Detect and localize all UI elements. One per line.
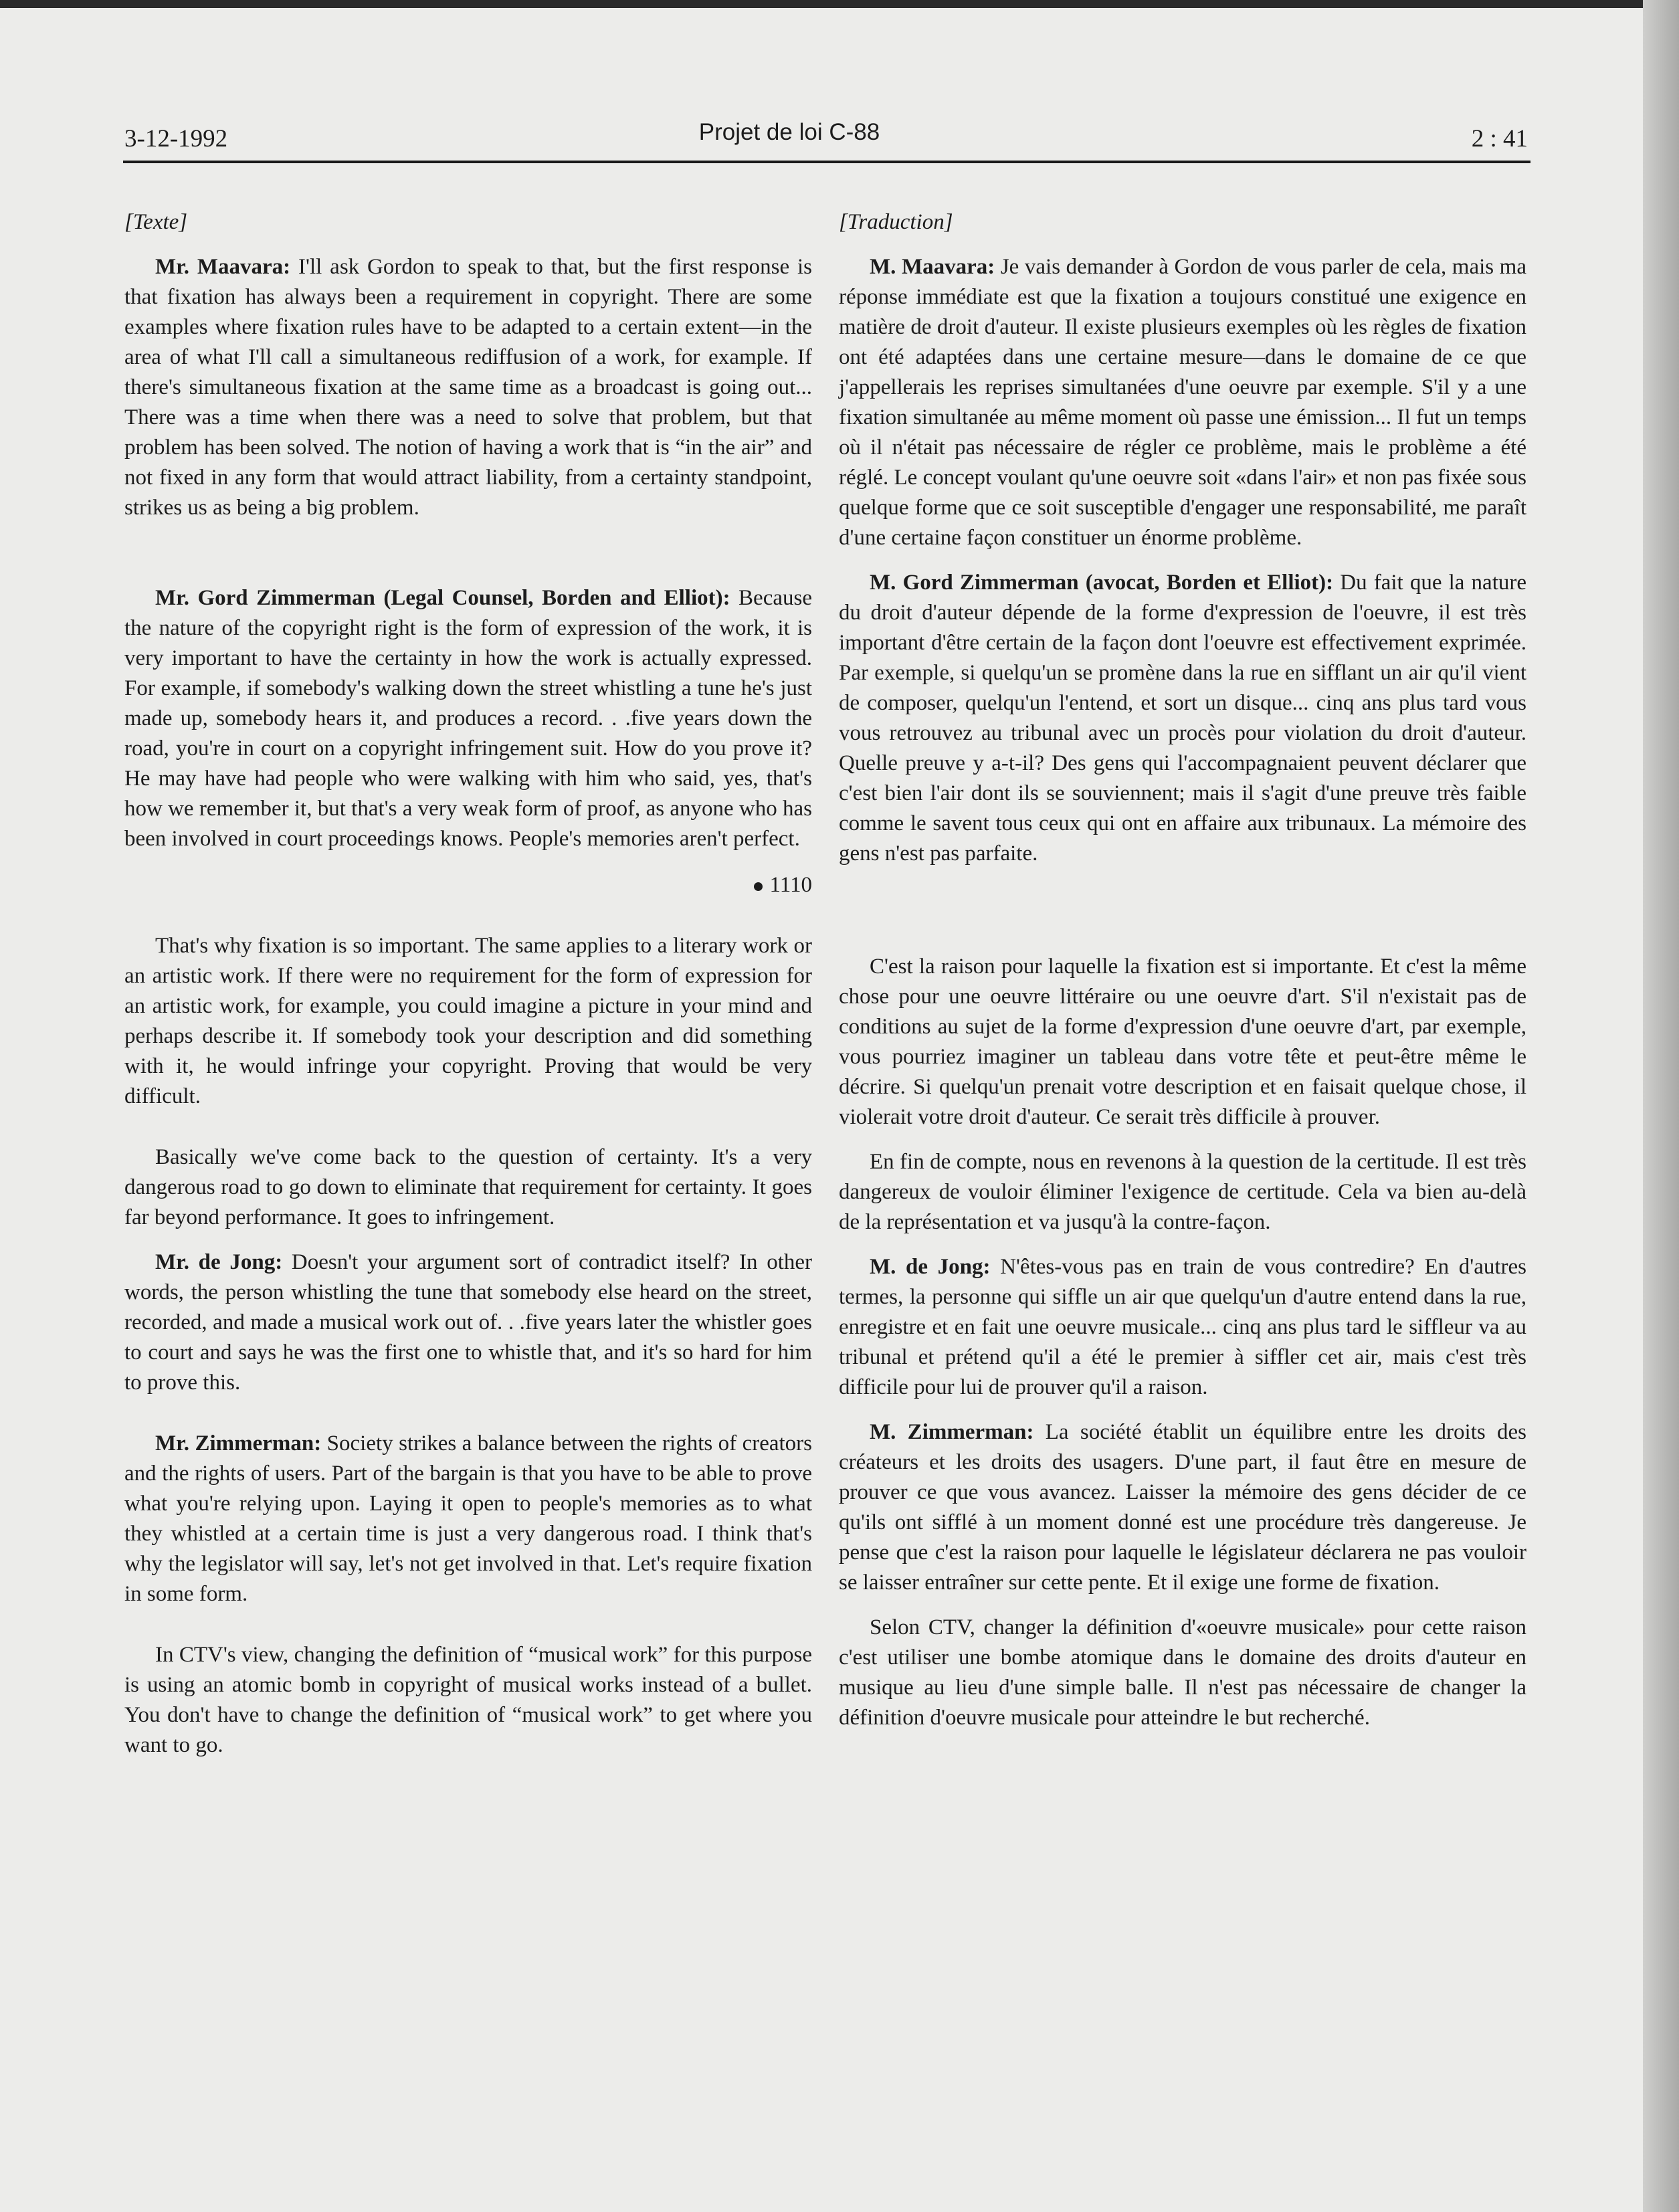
header-rule (123, 161, 1530, 163)
paragraph: That's why fixation is so important. The same applies to a literary work or an artistic work. If there were no requirement for the form of expression for an artistic work, for example, you could imagine a picture in your mind and perhaps describe it. If somebody took your description and did something with it, he would infringe your copyright. Proving that would be very difficult. (124, 934, 812, 1108)
paragraph (839, 1252, 1526, 1403)
english-column (124, 207, 812, 1775)
header-date: 3-12-1992 (124, 125, 228, 153)
header-title: Projet de loi C-88 (698, 119, 880, 145)
column-label: [Texte] (124, 210, 188, 234)
french-column (839, 207, 1526, 1748)
paragraph: C'est la raison pour laquelle la fixation est si importante. Et c'est la même chose pour une oeuvre littéraire ou une oeuvre d'art. S'il n'existait pas de conditions au sujet de la forme d'expression d'une oeuvre d'art, par exemple, vous pourriez imaginer un tableau dans votre tête et peut-être même le décrire. Si quelqu'un prenait votre description et en faisait quelque chose, il violerait votre droit d'auteur. Ce serait très difficile à prouver. (839, 954, 1526, 1129)
speaker-name: M. de Jong: (870, 1255, 991, 1279)
paragraph: En fin de compte, nous en revenons à la question de la certitude. Il est très dangereux de vouloir éliminer l'exigence de certitude. Cela va bien au-delà de la représentation et va jusqu'à la contre-façon. (839, 1150, 1526, 1234)
paragraph (839, 252, 1526, 553)
paragraph (124, 252, 812, 523)
paragraph-text: La société établit un équilibre entre les droits des créateurs et les droits des usagers. D'une part, il faut être en mesure de prouver ce que vous avancez. Laisser la mémoire des gens décider de ce qu'ils ont sifflé à un moment donné est une procédure très dangereuse. Je pense que c'est la raison pour laquelle le législateur déclarera ne pas vouloir se laisser entraîner sur cette pente. Et il exige une forme de fixation. (839, 1420, 1527, 1595)
paragraph (839, 568, 1526, 869)
paragraph-text: Because the nature of the copyright right is the form of expression of the work, it is very important to have the certainty in how the work is actually expressed. For example, if somebody's walking down the street whistling a tune he's just made up, somebody hears it, and produces a record. . .five years down the road, you're in court on a copyright infringement suit. How do you prove it? He may have had people who were walking with him who said, yes, that's how we remember it, but that's a very weak form of proof, as anyone who has been involved in court proceedings knows. People's memories aren't perfect. (124, 586, 812, 851)
paragraph: Basically we've come back to the question of certainty. It's a very dangerous road to go down to eliminate that requirement for certainty. It goes far beyond performance. It goes to infringement. (124, 1145, 812, 1229)
document-page (0, 8, 1643, 2212)
bullet-icon (754, 882, 763, 891)
paragraph-text: Doesn't your argument sort of contradict itself? In other words, the person whistling the tune that somebody else heard on the street, recorded, and made a musical work out of. . .five years later the whistler goes to court and says he was the first one to whistle that, and it's so hard for him to prove this. (124, 1250, 813, 1395)
speaker-name: Mr. Zimmerman: (155, 1431, 322, 1455)
paragraph (124, 583, 812, 854)
speaker-name: Mr. de Jong: (155, 1250, 283, 1274)
scan-top-edge (0, 0, 1679, 8)
paragraph: Selon CTV, changer la définition d'«oeuvre musicale» pour cette raison c'est utiliser une bombe atomique dans le domaine des droits d'auteur en musique au lieu d'une simple balle. Il n'est pas nécessaire de changer la définition d'oeuvre musicale pour atteindre le but recherché. (839, 1615, 1526, 1730)
paragraph-text: Society strikes a balance between the rights of creators and the rights of users. Part of the bargain is that you have to be able to prove what you're relying upon. Laying it open to people's memories as to what they whistled at a certain time is just a very dangerous road. I think that's why the legislator will say, let's not get involved in that. Let's require fixation in some form. (124, 1431, 812, 1606)
speaker-name: M. Maavara: (870, 255, 995, 279)
time-marker (124, 870, 812, 900)
speaker-name: Mr. Maavara: (155, 255, 291, 279)
column-label: [Traduction] (839, 210, 953, 234)
time-marker-text: 1110 (769, 873, 812, 897)
paragraph (124, 1247, 812, 1398)
paragraph-text: Je vais demander à Gordon de vous parler de cela, mais ma réponse immédiate est que la fixation a toujours constitué une exigence en matière de droit d'auteur. Il existe plusieurs exemples où les règles de fixation ont été adaptées dans une certaine mesure—dans le domaine de ce que j'appellerais les reprises simultanées d'une oeuvre par exemple. S'il y a une fixation simultanée au même moment où passe une émission... Il fut un temps où il n'était pas nécessaire de régler ce problème, mais le problème a été réglé. Le concept voulant qu'une oeuvre soit «dans l'air» et non pas fixée sous quelque forme que ce soit susceptible d'engager une responsabilité, me paraît d'une certaine façon constituer un énorme problème. (839, 255, 1526, 550)
paragraph: In CTV's view, changing the definition of “musical work” for this purpose is using an atomic bomb in copyright of musical works instead of a bullet. You don't have to change the definition of “musical work” to get where you want to go. (124, 1643, 812, 1757)
paragraph-text: N'êtes-vous pas en train de vous contredire? En d'autres termes, la personne qui siffle un air que quelqu'un d'autre entend dans la rue, enregistre et en fait une oeuvre musicale... cinq ans plus tard le siffleur va au tribunal et prétend qu'il a été le premier à siffler cet air, mais c'est très difficile pour lui de prouver qu'il a raison. (839, 1255, 1526, 1399)
header-page-ref: 2 : 41 (1471, 125, 1528, 153)
column-label-text: Texte (132, 210, 179, 234)
speaker-name: Mr. Gord Zimmerman (Legal Counsel, Borden and Elliot): (155, 586, 730, 610)
paragraph (839, 1417, 1526, 1598)
paragraph-text: I'll ask Gordon to speak to that, but the first response is that fixation has always been a requirement in copyright. There are some examples where fixation rules have to be adapted to a certain extent—in the area of what I'll call a simultaneous rediffusion of a work, for example. If there's simultaneous fixation at the same time as a broadcast is going out... There was a time when there was a need to solve that problem, but that problem has been solved. The notion of having a work that is “in the air” and not fixed in any form that would attract liability, from a certainty standpoint, strikes us as being a big problem. (124, 255, 812, 520)
paragraph (124, 1429, 812, 1609)
paragraph-text: Du fait que la nature du droit d'auteur dépende de la forme d'expression de l'oeuvre, il est très important d'être certain de la façon dont l'oeuvre est effectivement exprimée. Par exemple, si quelqu'un se promène dans la rue en sifflant un air qu'il vient de composer, quelqu'un l'entend, et sort un disque... cinq ans plus tard vous vous retrouvez au tribunal avec un procès pour violation du droit d'auteur. Quelle preuve y a-t-il? Des gens qui l'accompagnaient peuvent déclarer que c'est bien l'air dont ils se souviennent; mais il s'agit d'une preuve très faible comme le savent tous ceux qui ont en affaire aux tribunaux. La mémoire des gens n'est pas parfaite. (839, 571, 1527, 866)
speaker-name: M. Gord Zimmerman (avocat, Borden et Elliot): (870, 571, 1334, 595)
column-label-text: Traduction (847, 210, 945, 234)
speaker-name: M. Zimmerman: (870, 1420, 1034, 1444)
scan-right-edge (1643, 0, 1679, 2212)
